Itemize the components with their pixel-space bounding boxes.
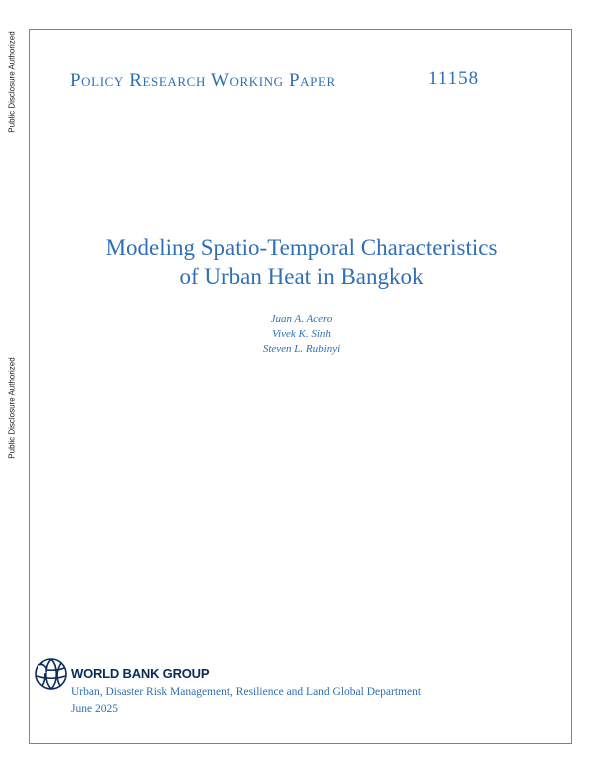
world-bank-group-logo-text: WORLD BANK GROUP xyxy=(71,666,210,681)
disclosure-label-middle-text: Public Disclosure Authorized xyxy=(7,357,17,459)
cover-frame xyxy=(29,29,572,744)
disclosure-label-top-text: Public Disclosure Authorized xyxy=(7,31,17,133)
series-name: Policy Research Working Paper xyxy=(70,70,336,91)
author-name: Steven L. Rubinyi xyxy=(262,343,341,355)
paper-number: 11158 xyxy=(428,68,480,89)
paper-title-line-1: Modeling Spatio-Temporal Characteristics xyxy=(105,235,498,260)
publication-date: June 2025 xyxy=(71,703,118,715)
paper-title xyxy=(30,233,573,291)
author-name: Vivek K. Sinh xyxy=(272,328,331,340)
globe-icon xyxy=(34,657,68,691)
author-list xyxy=(30,312,573,357)
department-name: Urban, Disaster Risk Management, Resilience and Land Global Department xyxy=(71,686,422,698)
author-name: Juan A. Acero xyxy=(270,313,333,325)
paper-title-line-2: of Urban Heat in Bangkok xyxy=(179,264,424,289)
